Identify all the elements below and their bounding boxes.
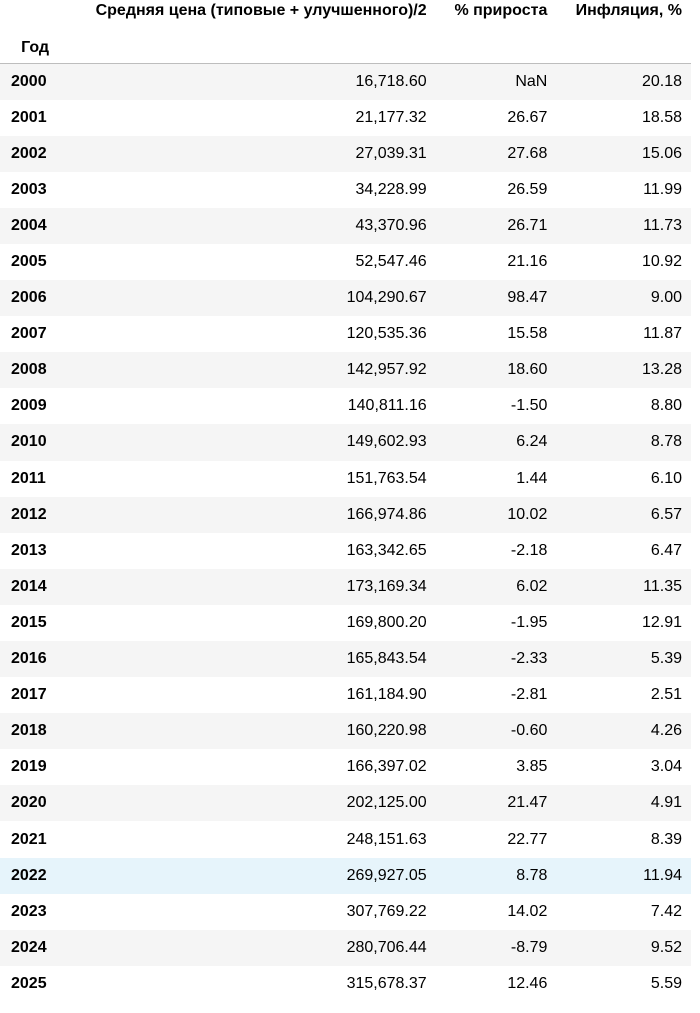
cell-growth: 27.68 [507, 144, 548, 162]
index-header-blank [0, 0, 70, 32]
cell-growth: 26.67 [507, 108, 548, 126]
cell-price: 34,228.99 [355, 180, 427, 198]
cell-growth: -2.81 [510, 686, 548, 704]
cell-inflation: 20.18 [641, 72, 682, 90]
table-row [0, 461, 691, 497]
column-header-price: Средняя цена (типовые + улучшенного)/2 [95, 2, 427, 19]
cell-price: 104,290.67 [346, 289, 427, 307]
cell-growth: 21.16 [507, 253, 548, 271]
table-row [0, 894, 691, 930]
table-row [0, 64, 691, 100]
cell-inflation: 11.99 [643, 180, 682, 198]
row-year: 2023 [11, 902, 47, 920]
column-header-growth: % прироста [454, 2, 548, 19]
table-row [0, 677, 691, 713]
cell-price: 165,843.54 [346, 650, 427, 668]
row-year: 2010 [11, 433, 47, 451]
cell-price: 160,220.98 [346, 722, 427, 740]
cell-price: 307,769.22 [346, 902, 427, 920]
cell-price: 21,177.32 [355, 108, 427, 126]
row-year: 2019 [11, 758, 47, 776]
cell-inflation: 11.87 [643, 325, 682, 343]
row-year: 2015 [11, 613, 47, 631]
cell-growth: 10.02 [507, 505, 548, 523]
cell-inflation: 3.04 [650, 758, 682, 776]
cell-growth: 6.24 [516, 433, 548, 451]
index-name-label: Год [21, 38, 50, 56]
cell-inflation: 5.59 [650, 974, 682, 992]
row-year: 2013 [11, 541, 47, 559]
cell-growth: 98.47 [507, 289, 548, 307]
table-row [0, 352, 691, 388]
cell-growth: 1.44 [516, 469, 548, 487]
cell-price: 315,678.37 [346, 974, 427, 992]
cell-price: 142,957.92 [346, 361, 427, 379]
table-row [0, 316, 691, 352]
cell-growth: -2.18 [510, 541, 548, 559]
table-row [0, 641, 691, 677]
table-row [0, 280, 691, 316]
cell-inflation: 6.47 [650, 541, 682, 559]
row-year: 2022 [11, 866, 47, 884]
cell-price: 280,706.44 [346, 938, 427, 956]
cell-inflation: 18.58 [641, 108, 682, 126]
cell-growth: NaN [515, 72, 548, 90]
table-header [0, 0, 691, 64]
cell-growth: -1.95 [510, 613, 548, 631]
index-name-blank [70, 32, 436, 64]
row-year: 2002 [11, 144, 47, 162]
table-row [0, 713, 691, 749]
column-header-row [0, 0, 691, 32]
table-row [0, 858, 691, 894]
cell-price: 248,151.63 [346, 830, 427, 848]
cell-inflation: 7.42 [650, 902, 682, 920]
table-row [0, 136, 691, 172]
row-year: 2008 [11, 361, 47, 379]
table-row [0, 100, 691, 136]
row-year: 2018 [11, 722, 47, 740]
cell-inflation: 4.91 [650, 794, 682, 812]
table-row [0, 605, 691, 641]
row-year: 2004 [11, 216, 47, 234]
table-row [0, 785, 691, 821]
row-year: 2016 [11, 650, 47, 668]
table-row [0, 966, 691, 1002]
row-year: 2009 [11, 397, 47, 415]
cell-growth: 8.78 [516, 866, 548, 884]
cell-inflation: 9.00 [650, 289, 682, 307]
cell-inflation: 9.52 [650, 938, 682, 956]
row-year: 2003 [11, 180, 47, 198]
cell-inflation: 4.26 [650, 722, 682, 740]
row-year: 2012 [11, 505, 47, 523]
table-row [0, 208, 691, 244]
cell-inflation: 6.57 [650, 505, 682, 523]
row-year: 2024 [11, 938, 47, 956]
cell-growth: 18.60 [507, 361, 548, 379]
cell-growth: 26.71 [507, 216, 548, 234]
table-row [0, 930, 691, 966]
cell-price: 52,547.46 [355, 253, 427, 271]
table-row [0, 172, 691, 208]
cell-price: 149,602.93 [346, 433, 427, 451]
cell-growth: -1.50 [510, 397, 548, 415]
cell-price: 140,811.16 [347, 397, 427, 415]
row-year: 2000 [11, 72, 47, 90]
cell-inflation: 11.73 [643, 216, 682, 234]
cell-price: 43,370.96 [355, 216, 427, 234]
cell-inflation: 8.39 [650, 830, 682, 848]
cell-price: 169,800.20 [346, 613, 427, 631]
cell-inflation: 8.78 [650, 433, 682, 451]
cell-inflation: 2.51 [650, 686, 682, 704]
row-year: 2001 [11, 108, 47, 126]
row-year: 2007 [11, 325, 47, 343]
cell-growth: 26.59 [507, 180, 548, 198]
cell-inflation: 5.39 [650, 650, 682, 668]
cell-price: 166,974.86 [346, 505, 427, 523]
cell-growth: 21.47 [507, 794, 548, 812]
row-year: 2005 [11, 253, 47, 271]
cell-price: 173,169.34 [346, 577, 427, 595]
cell-inflation: 11.35 [643, 577, 682, 595]
row-year: 2017 [11, 686, 47, 704]
index-name-row [0, 32, 691, 64]
cell-price: 16,718.60 [355, 72, 427, 90]
row-year: 2021 [11, 830, 47, 848]
row-year: 2025 [11, 974, 47, 992]
table-row [0, 388, 691, 424]
index-name-blank [436, 32, 557, 64]
cell-price: 269,927.05 [346, 866, 427, 884]
cell-inflation: 8.80 [650, 397, 682, 415]
row-year: 2006 [11, 289, 47, 307]
cell-growth: 12.46 [507, 974, 548, 992]
row-year: 2020 [11, 794, 47, 812]
cell-inflation: 15.06 [641, 144, 682, 162]
table-row [0, 533, 691, 569]
cell-inflation: 12.91 [641, 613, 682, 631]
cell-price: 163,342.65 [346, 541, 427, 559]
table-row [0, 244, 691, 280]
cell-inflation: 6.10 [650, 469, 682, 487]
cell-growth: 22.77 [507, 830, 548, 848]
table-row [0, 569, 691, 605]
index-name-blank [556, 32, 691, 64]
cell-inflation: 13.28 [641, 361, 682, 379]
row-year: 2011 [11, 469, 46, 487]
cell-growth: -2.33 [510, 650, 548, 668]
table-body [0, 64, 691, 1002]
column-header-inflation: Инфляция, % [575, 2, 682, 19]
cell-price: 27,039.31 [355, 144, 427, 162]
cell-growth: 15.58 [507, 325, 548, 343]
table-row [0, 424, 691, 460]
row-year: 2014 [11, 577, 47, 595]
cell-price: 202,125.00 [346, 794, 427, 812]
table-row [0, 821, 691, 857]
cell-growth: 3.85 [516, 758, 548, 776]
table-row [0, 749, 691, 785]
cell-growth: 14.02 [507, 902, 548, 920]
cell-price: 161,184.90 [346, 686, 427, 704]
cell-price: 120,535.36 [346, 325, 427, 343]
table-row [0, 497, 691, 533]
cell-growth: 6.02 [516, 577, 548, 595]
cell-inflation: 10.92 [641, 253, 682, 271]
cell-price: 166,397.02 [346, 758, 427, 776]
cell-inflation: 11.94 [643, 866, 682, 884]
cell-growth: -8.79 [510, 938, 548, 956]
cell-price: 151,763.54 [346, 469, 427, 487]
cell-growth: -0.60 [510, 722, 548, 740]
